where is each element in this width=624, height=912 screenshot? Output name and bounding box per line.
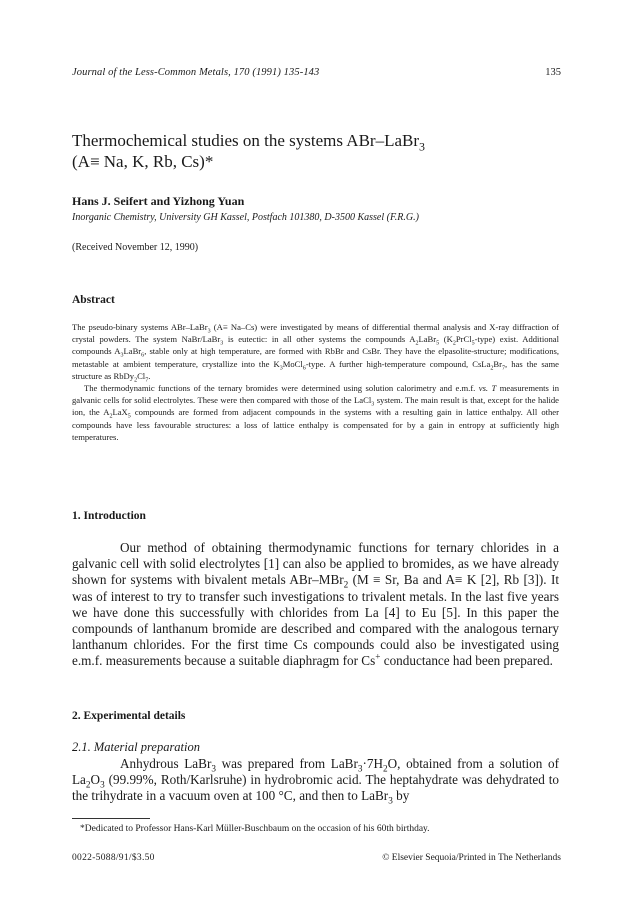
article-title: [72, 130, 552, 172]
title-line-1: Thermochemical studies on the systems ABr–LaBr$_3$: [72, 131, 425, 154]
introduction-paragraph: Our method of obtaining thermodynamic functions for ternary chlorides in a galvanic cell with solid electrolytes [1] can also be applied to bromides, as we have already shown for systems with bivalent metals ABr–MBr$_2$ (M ≡ Sr, Ba and A≡ K [2], Rb [3]). It was of interest to try to transfer such investigations to trivalent metals. In the last five years we have done this successfully with chlorides from La [4] to Eu [5]. In this paper the compounds of lanthanum bromide are described and compared with the analogous ternary lanthanum chlorides. For the first time Cs compounds could also be investigated using e.m.f. measurements because a suitable diaphragm for Cs+ conductance had been prepared.: [72, 540, 559, 669]
abstract-body: [72, 321, 559, 443]
section-heading-introduction: 1. Introduction: [72, 510, 146, 522]
abstract-paragraph-1: The pseudo-binary systems ABr–LaBr$_3$ (A≡ Na–Cs) were investigated by means of differential thermal analysis and X-ray diffraction of crystal powders. The system NaBr/LaBr$_3$ is eutectic: in all other systems the compounds $A_2LaBr_5$ $(K_2PrCl_5-type)$ exist. Additional compounds $A_3LaBr_6$, stable only at high temperature, are formed with RbBr and CsBr. They have the elpasolite-structure; modifications, metastable at ambient temperature, crystallize into the $K_3MoCl_6$-type. A further high-temperature compound, $CsLa_2Br_7$, has the same structure as $RbDy_2Cl_7$.: [72, 322, 560, 384]
footnote-dedication: *Dedicated to Professor Hans-Karl Müller-Buschbaum on the occasion of his 60th birthday.: [80, 824, 430, 834]
journal-citation: Journal of the Less-Common Metals, 170 (1991) 135-143: [72, 67, 320, 78]
abstract-paragraph-2: The thermodynamic functions of the ternary bromides were determined using solution calorimetry and e.m.f. vs. T measurements in galvanic cells for solid electrolytes. These were then compared with those of the LaCl$_3$ system. The main result is that, except for the halide ion, the $A_2LaX_5$ compounds are formed from adjacent compounds in the systems with a resulting gain in lattice enthalpy. All other compounds have less favourable structures: a loss of lattice enthalpy is compensated for by a gain in entropy at sufficiently high temperatures.: [72, 383, 559, 442]
author-affiliation: Inorganic Chemistry, University GH Kassel, Postfach 101380, D-3500 Kassel (F.R.G.): [72, 212, 419, 223]
subsection-heading-material-preparation: 2.1. Material preparation: [72, 740, 201, 754]
section-heading-experimental: 2. Experimental details: [72, 710, 186, 722]
experimental-paragraph: Anhydrous LaBr$_3$ was prepared from $LaBr_3\cdot 7H_2O$, obtained from a solution of $La_2O_3$ (99.99%, Roth/Karlsruhe) in hydrobromic acid. The heptahydrate was dehydrated to the trihydrate in a vacuum oven at 100 °C, and then to LaBr$_3$ by: [72, 756, 559, 807]
received-date: (Received November 12, 1990): [72, 242, 199, 253]
abstract-heading: Abstract: [72, 294, 115, 306]
footer-publisher: © Elsevier Sequoia/Printed in The Netherlands: [382, 853, 561, 863]
footer-issn-price: 0022-5088/91/$3.50: [72, 853, 155, 863]
author-names: Hans J. Seifert and Yizhong Yuan: [72, 194, 245, 208]
running-header: [72, 67, 561, 78]
footnote-rule: [72, 818, 150, 819]
title-line-2: (A≡ Na, K, Rb, Cs)*: [72, 152, 214, 171]
page-number: 135: [545, 67, 561, 78]
